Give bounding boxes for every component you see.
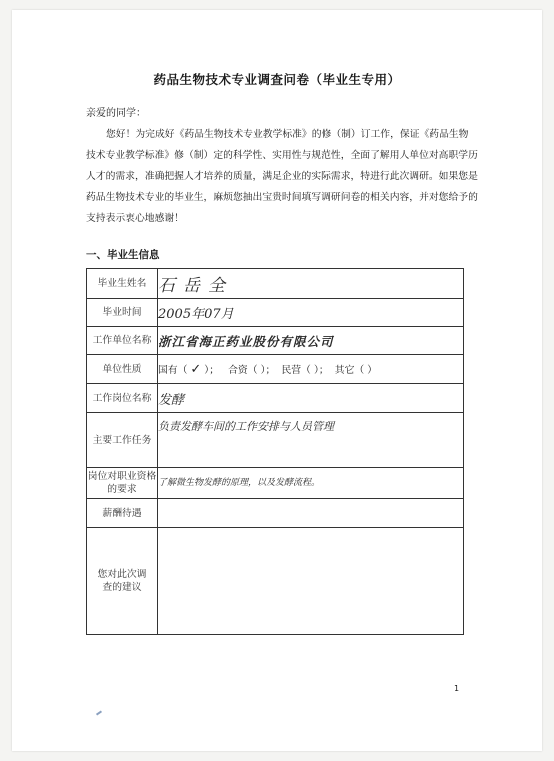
row-req xyxy=(87,468,464,499)
option-state[interactable]: 国有（ ✓ ）； xyxy=(158,361,219,377)
check-mark-icon: ✓ xyxy=(190,361,202,377)
task-label: 主要工作任务 xyxy=(87,413,158,468)
company-label: 工作单位名称 xyxy=(87,327,158,355)
salary-label: 薪酬待遇 xyxy=(87,499,158,528)
suggest-field[interactable] xyxy=(158,528,464,635)
post-field[interactable]: 发酵 xyxy=(158,384,464,413)
task-field[interactable] xyxy=(158,413,464,468)
intro-text: 您好！为完成好《药品生物技术专业教学标准》的修（制）订工作，保证《药品生物技术专业教学标准》修（制）定的科学性、实用性与规范性，全面了解用人单位对高职学历人才的需求，准确把握人才培养的质量，满足企业的实际需求，特进行此次调研。如果您是药品生物技术专业的毕业生，麻烦您抽出宝贵时间填写调研问卷的相关内容，并对您给予的支持表示衷心地感谢！ xyxy=(86,129,478,224)
row-company xyxy=(87,327,464,355)
intro-paragraph xyxy=(86,124,478,229)
row-name xyxy=(87,269,464,299)
suggest-label-text: 您对此次调查的建议 xyxy=(97,569,147,593)
req-field[interactable] xyxy=(158,468,464,499)
section-title: 一、毕业生信息 xyxy=(86,249,160,261)
req-label: 岗位对职业资格的要求 xyxy=(87,468,158,499)
time-field[interactable]: 2005年07月 xyxy=(158,299,464,327)
row-task xyxy=(87,413,464,468)
page-title: 药品生物技术专业调查问卷（毕业生专用） xyxy=(153,72,401,87)
company-field[interactable]: 浙江省海正药业股份有限公司 xyxy=(158,327,464,355)
name-label: 毕业生姓名 xyxy=(87,269,158,299)
row-salary xyxy=(87,499,464,528)
option-joint[interactable]: 合资（ ）； xyxy=(228,364,276,376)
row-post xyxy=(87,384,464,413)
nature-label: 单位性质 xyxy=(87,355,158,384)
option-other[interactable]: 其它（ ） xyxy=(334,364,378,376)
salary-field[interactable] xyxy=(158,499,464,528)
nature-options xyxy=(158,355,464,384)
graduate-info-table xyxy=(86,268,464,635)
name-field[interactable]: 石岳全 xyxy=(158,269,464,299)
suggest-label xyxy=(87,528,158,635)
page-number: 1 xyxy=(454,684,460,693)
task-value: 负责发酵车间的工作安排与人员管理 xyxy=(158,420,334,433)
row-nature xyxy=(87,355,464,384)
post-label: 工作岗位名称 xyxy=(87,384,158,413)
req-value: 了解微生物发酵的原理，以及发酵流程。 xyxy=(158,477,321,488)
time-label: 毕业时间 xyxy=(87,299,158,327)
option-private[interactable]: 民营（ ）； xyxy=(281,364,329,376)
greeting: 亲爱的同学： xyxy=(86,108,146,119)
row-time xyxy=(87,299,464,327)
row-suggest xyxy=(87,528,464,635)
